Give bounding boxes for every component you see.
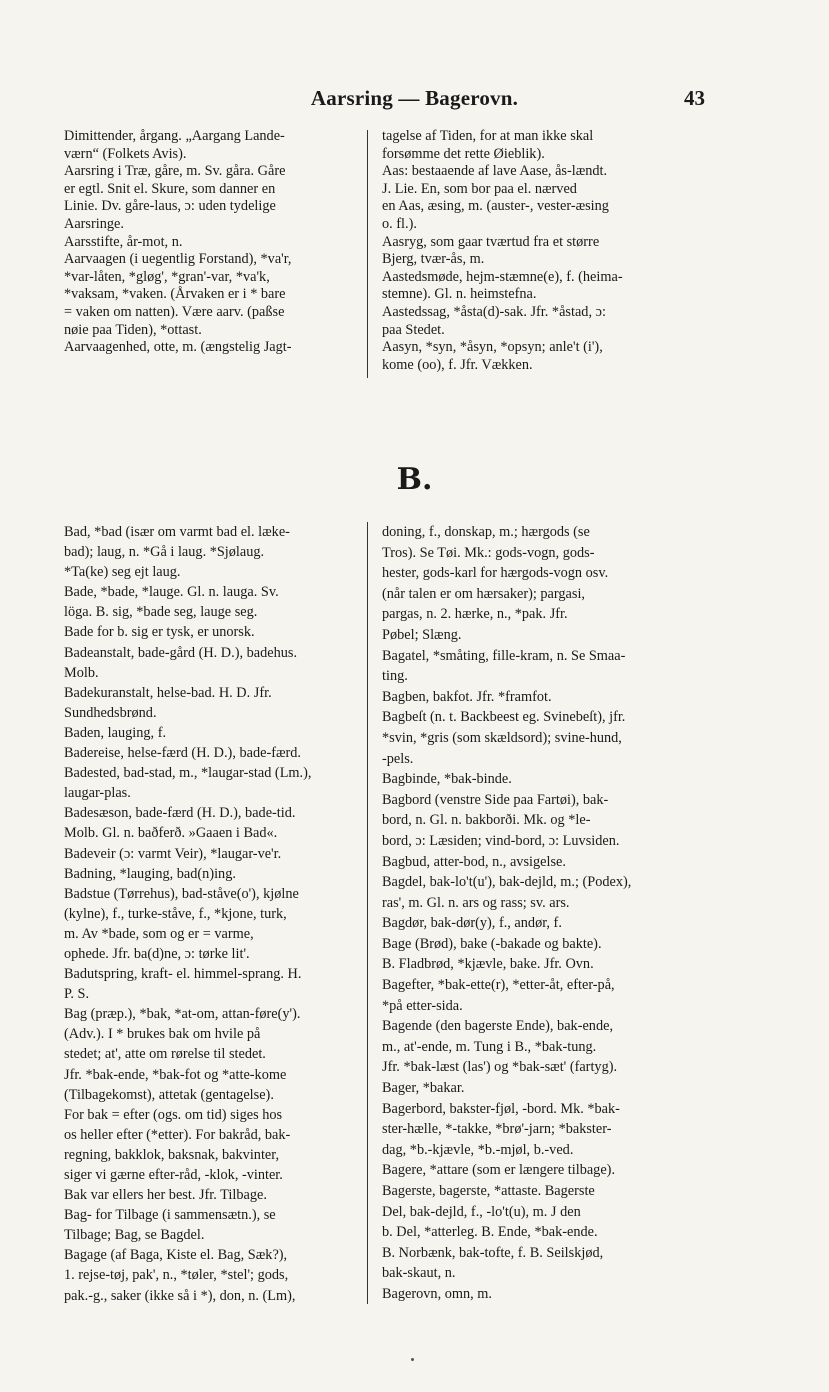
text-line: *på etter-sida. [382,997,463,1014]
text-line: Aarsstifte, år-mot, n. [64,233,183,250]
text-line: os heller efter (*etter). For bakråd, bak- [64,1126,291,1143]
text-line: Bagbord (venstre Side paa Fartøi), bak- [382,791,609,808]
printer-mark [411,1358,414,1361]
text-line: dag, *b.-kjævle, *b.-mjøl, b.-ved. [382,1141,574,1158]
text-line: Jfr. *bak-læst (las') og *bak-sæt' (fartyg). [382,1059,618,1076]
text-line: Pøbel; Slæng. [382,626,462,643]
text-line: Badning, *lauging, bad(n)ing. [64,865,236,882]
text-line: Badeanstalt, bade-gård (H. D.), badehus. [64,644,298,661]
text-line: Molb. [64,664,99,681]
text-line: Bagbeſt (n. t. Backbeest eg. Svinebeſt), jfr. [382,709,626,726]
text-line: paa Stedet. [382,321,445,338]
text-line: pargas, n. 2. hærke, n., *pak. Jfr. [382,606,568,623]
text-line: Bag (præp.), *bak, *at-om, attan-føre(y'). [64,1006,301,1023]
text-line: Bagage (af Baga, Kiste el. Bag, Sæk?), [64,1247,288,1264]
text-line: Bade, *bade, *lauge. Gl. n. lauga. Sv. [64,584,279,601]
text-line: hester, gods-karl for hærgods-vogn osv. [382,565,609,582]
text-line: Bag- for Tilbage (i sammensætn.), se [64,1207,276,1224]
text-line: ster-hælle, *-takke, *brø'-jarn; *bakster- [382,1121,612,1138]
text-line: 1. rejse-tøj, pak', n., *tøler, *stel'; gods, [64,1267,289,1284]
text-line: Bagdør, bak-dør(y), f., andør, f. [382,915,562,932]
text-line: *svin, *gris (som skældsord); svine-hund, [382,729,622,746]
text-line: Bage (Brød), bake (-bakade og bakte). [382,935,602,952]
text-line: Bagerbord, bakster-fjøl, -bord. Mk. *bak- [382,1100,620,1117]
text-line: Badutspring, kraft- el. himmel-sprang. H. [64,966,302,983]
text-line: b. Del, *atterleg. B. Ende, *bak-ende. [382,1224,598,1241]
text-line: Del, bak-dejld, f., -lo't(u), m. J den [382,1203,581,1220]
column-divider-bottom [367,522,368,1304]
text-line: (kylne), f., turke-ståve, f., *kjone, turk, [64,905,287,922]
top-left-column [64,128,354,357]
text-line: en Aas, æsing, m. (auster-, vester-æsing [382,198,609,215]
text-line: *var-låten, *gløg', *gran'-var, *va'k, [64,268,270,285]
text-line: B. Fladbrød, *kjævle, bake. Jfr. Ovn. [382,956,594,973]
page-title: Aarsring — Bagerovn. [310,86,519,110]
text-line: *Ta(ke) seg ejt laug. [64,564,181,581]
text-line: Badekuranstalt, helse-bad. H. D. Jfr. [64,684,272,701]
text-line: ting. [382,668,408,685]
text-line: siger vi gærne efter-råd, -klok, -vinter. [64,1167,283,1183]
text-line: Aasryg, som gaar tværtud fra et større [382,233,600,250]
text-line: Bagerste, bagerste, *attaste. Bagerste [382,1183,595,1199]
text-line: Bagbud, atter-bod, n., avsigelse. [382,853,566,870]
text-line: Bagbinde, *bak-binde. [382,771,512,788]
text-line: Molb. Gl. n. baðferð. »Gaaen i Bad«. [64,825,278,842]
text-line: Aastedsmøde, hejm-stæmne(e), f. (heima- [382,268,623,285]
text-line: Bade for b. sig er tysk, er unorsk. [64,624,255,641]
text-line: bord, ɔ: Læsiden; vind-bord, ɔ: Luvsiden. [382,832,620,849]
text-line: Badesæson, bade-færd (H. D.), bade-tid. [64,805,296,822]
text-line: er egtl. Snit el. Skure, som danner en [64,180,276,197]
text-line: stemne). Gl. n. heimstefna. [382,286,537,303]
text-line: ras', m. Gl. n. ars og rass; sv. ars. [382,894,570,911]
text-line: regning, bakklok, baksnak, bakvinter, [64,1146,280,1163]
text-line: Bagben, bakfot. Jfr. *framfot. [382,688,552,705]
text-line: löga. B. sig, *bade seg, lauge seg. [64,604,258,621]
text-line: nøie paa Tiden), *ottast. [64,321,202,338]
text-line: Badereise, helse-færd (H. D.), bade-færd. [64,745,302,762]
text-line: J. Lie. En, som bor paa el. nærved [382,180,577,197]
text-line: (Adv.). I * brukes bak om hvile på [64,1026,261,1043]
text-line: Dimittender, årgang. „Aargang Lande- [64,128,285,144]
text-line: Bagende (den bagerste Ende), bak-ende, [382,1018,614,1035]
text-line: Badested, bad-stad, m., *laugar-stad (Lm.), [64,765,312,782]
text-line: bad); laug, n. *Gå i laug. *Sjølaug. [64,544,265,561]
text-line: værn“ (Folkets Avis). [64,145,187,162]
section-letter: B. [396,462,433,497]
text-line: -pels. [382,750,414,767]
text-line: ophede. Jfr. ba(d)ne, ɔ: tørke lit'. [64,945,250,962]
text-line: Aarsringe. [64,215,124,232]
text-line: (når talen er om hærsaker); pargasi, [382,585,585,602]
text-line: bord, n. Gl. n. bakborði. Mk. og *le- [382,812,591,829]
text-line: stedet; at', atte om rørelse til stedet. [64,1046,266,1063]
text-line: Bagdel, bak-lo't(u'), bak-dejld, m.; (Podex), [382,874,632,891]
text-line: Aas: bestaaende af lave Aase, ås-lændt. [382,163,608,180]
text-line: Bager, *bakar. [382,1080,465,1097]
top-right-column [382,128,710,374]
text-line: Tros). Se Tøi. Mk.: gods-vogn, gods- [382,544,595,561]
running-header [0,86,829,112]
text-line: Aastedssag, *åsta(d)-sak. Jfr. *åstad, ɔ: [382,303,606,320]
text-line: *vaksam, *vaken. (Årvaken er i * bare [64,286,286,303]
bottom-left-column [64,522,354,1306]
text-line: m. Av *bade, som og er = varme, [64,925,254,942]
text-line: Bagatel, *småting, fille-kram, n. Se Smaa- [382,647,626,664]
text-line: o. fl.). [382,215,417,232]
text-line: B. Norbænk, bak-tofte, f. B. Seilskjød, [382,1244,604,1261]
text-line: Bagere, *attare (som er længere tilbage). [382,1162,616,1179]
text-line: bak-skaut, n. [382,1265,456,1282]
text-line: laugar-plas. [64,785,131,802]
text-line: For bak = efter (ogs. om tid) siges hos [64,1106,283,1123]
text-line: Aarvaagenhed, otte, m. (ængstelig Jagt- [64,339,292,356]
text-line: doning, f., donskap, m.; hærgods (se [382,524,590,540]
text-line: Bagerovn, omn, m. [382,1285,492,1302]
text-line: Jfr. *bak-ende, *bak-fot og *atte-kome [64,1066,287,1083]
page-number: 43 [684,86,705,110]
text-line: (Tilbagekomst), attetak (gentagelse). [64,1086,274,1103]
text-line: Aasyn, *syn, *åsyn, *opsyn; anle't (i'), [382,339,603,356]
text-line: Tilbage; Bag, se Bagdel. [64,1227,205,1244]
text-line: m., at'-ende, m. Tung i B., *bak-tung. [382,1038,597,1055]
text-line: P. S. [64,986,90,1003]
text-line: Linie. Dv. gåre-laus, ɔ: uden tydelige [64,198,276,215]
text-line: Baden, lauging, f. [64,724,167,741]
text-line: Bak var ellers her best. Jfr. Tilbage. [64,1187,267,1204]
text-line: Aarsring i Træ, gåre, m. Sv. gåra. Gåre [64,163,286,180]
text-line: Sundhedsbrønd. [64,704,157,721]
text-line: forsømme det rette Øieblik). [382,145,545,162]
text-line: = vaken om natten). Være aarv. (paßse [64,303,285,320]
text-line: Bjerg, tvær-ås, m. [382,251,485,268]
text-line: tagelse af Tiden, for at man ikke skal [382,128,594,144]
text-line: Badstue (Tørrehus), bad-ståve(o'), kjølne [64,885,299,902]
text-line: Bad, *bad (især om varmt bad el. læke- [64,524,290,540]
column-divider-top [367,130,368,378]
text-line: Bagefter, *bak-ette(r), *etter-åt, efter-på, [382,977,615,994]
text-line: pak.-g., saker (ikke så i *), don, n. (Lm), [64,1287,296,1304]
text-line: Aarvaagen (i uegentlig Forstand), *va'r, [64,251,292,268]
bottom-right-column [382,522,710,1305]
text-line: Badeveir (ɔ: varmt Veir), *laugar-ve'r. [64,845,282,862]
text-line: kome (oo), f. Jfr. Vækken. [382,356,533,373]
